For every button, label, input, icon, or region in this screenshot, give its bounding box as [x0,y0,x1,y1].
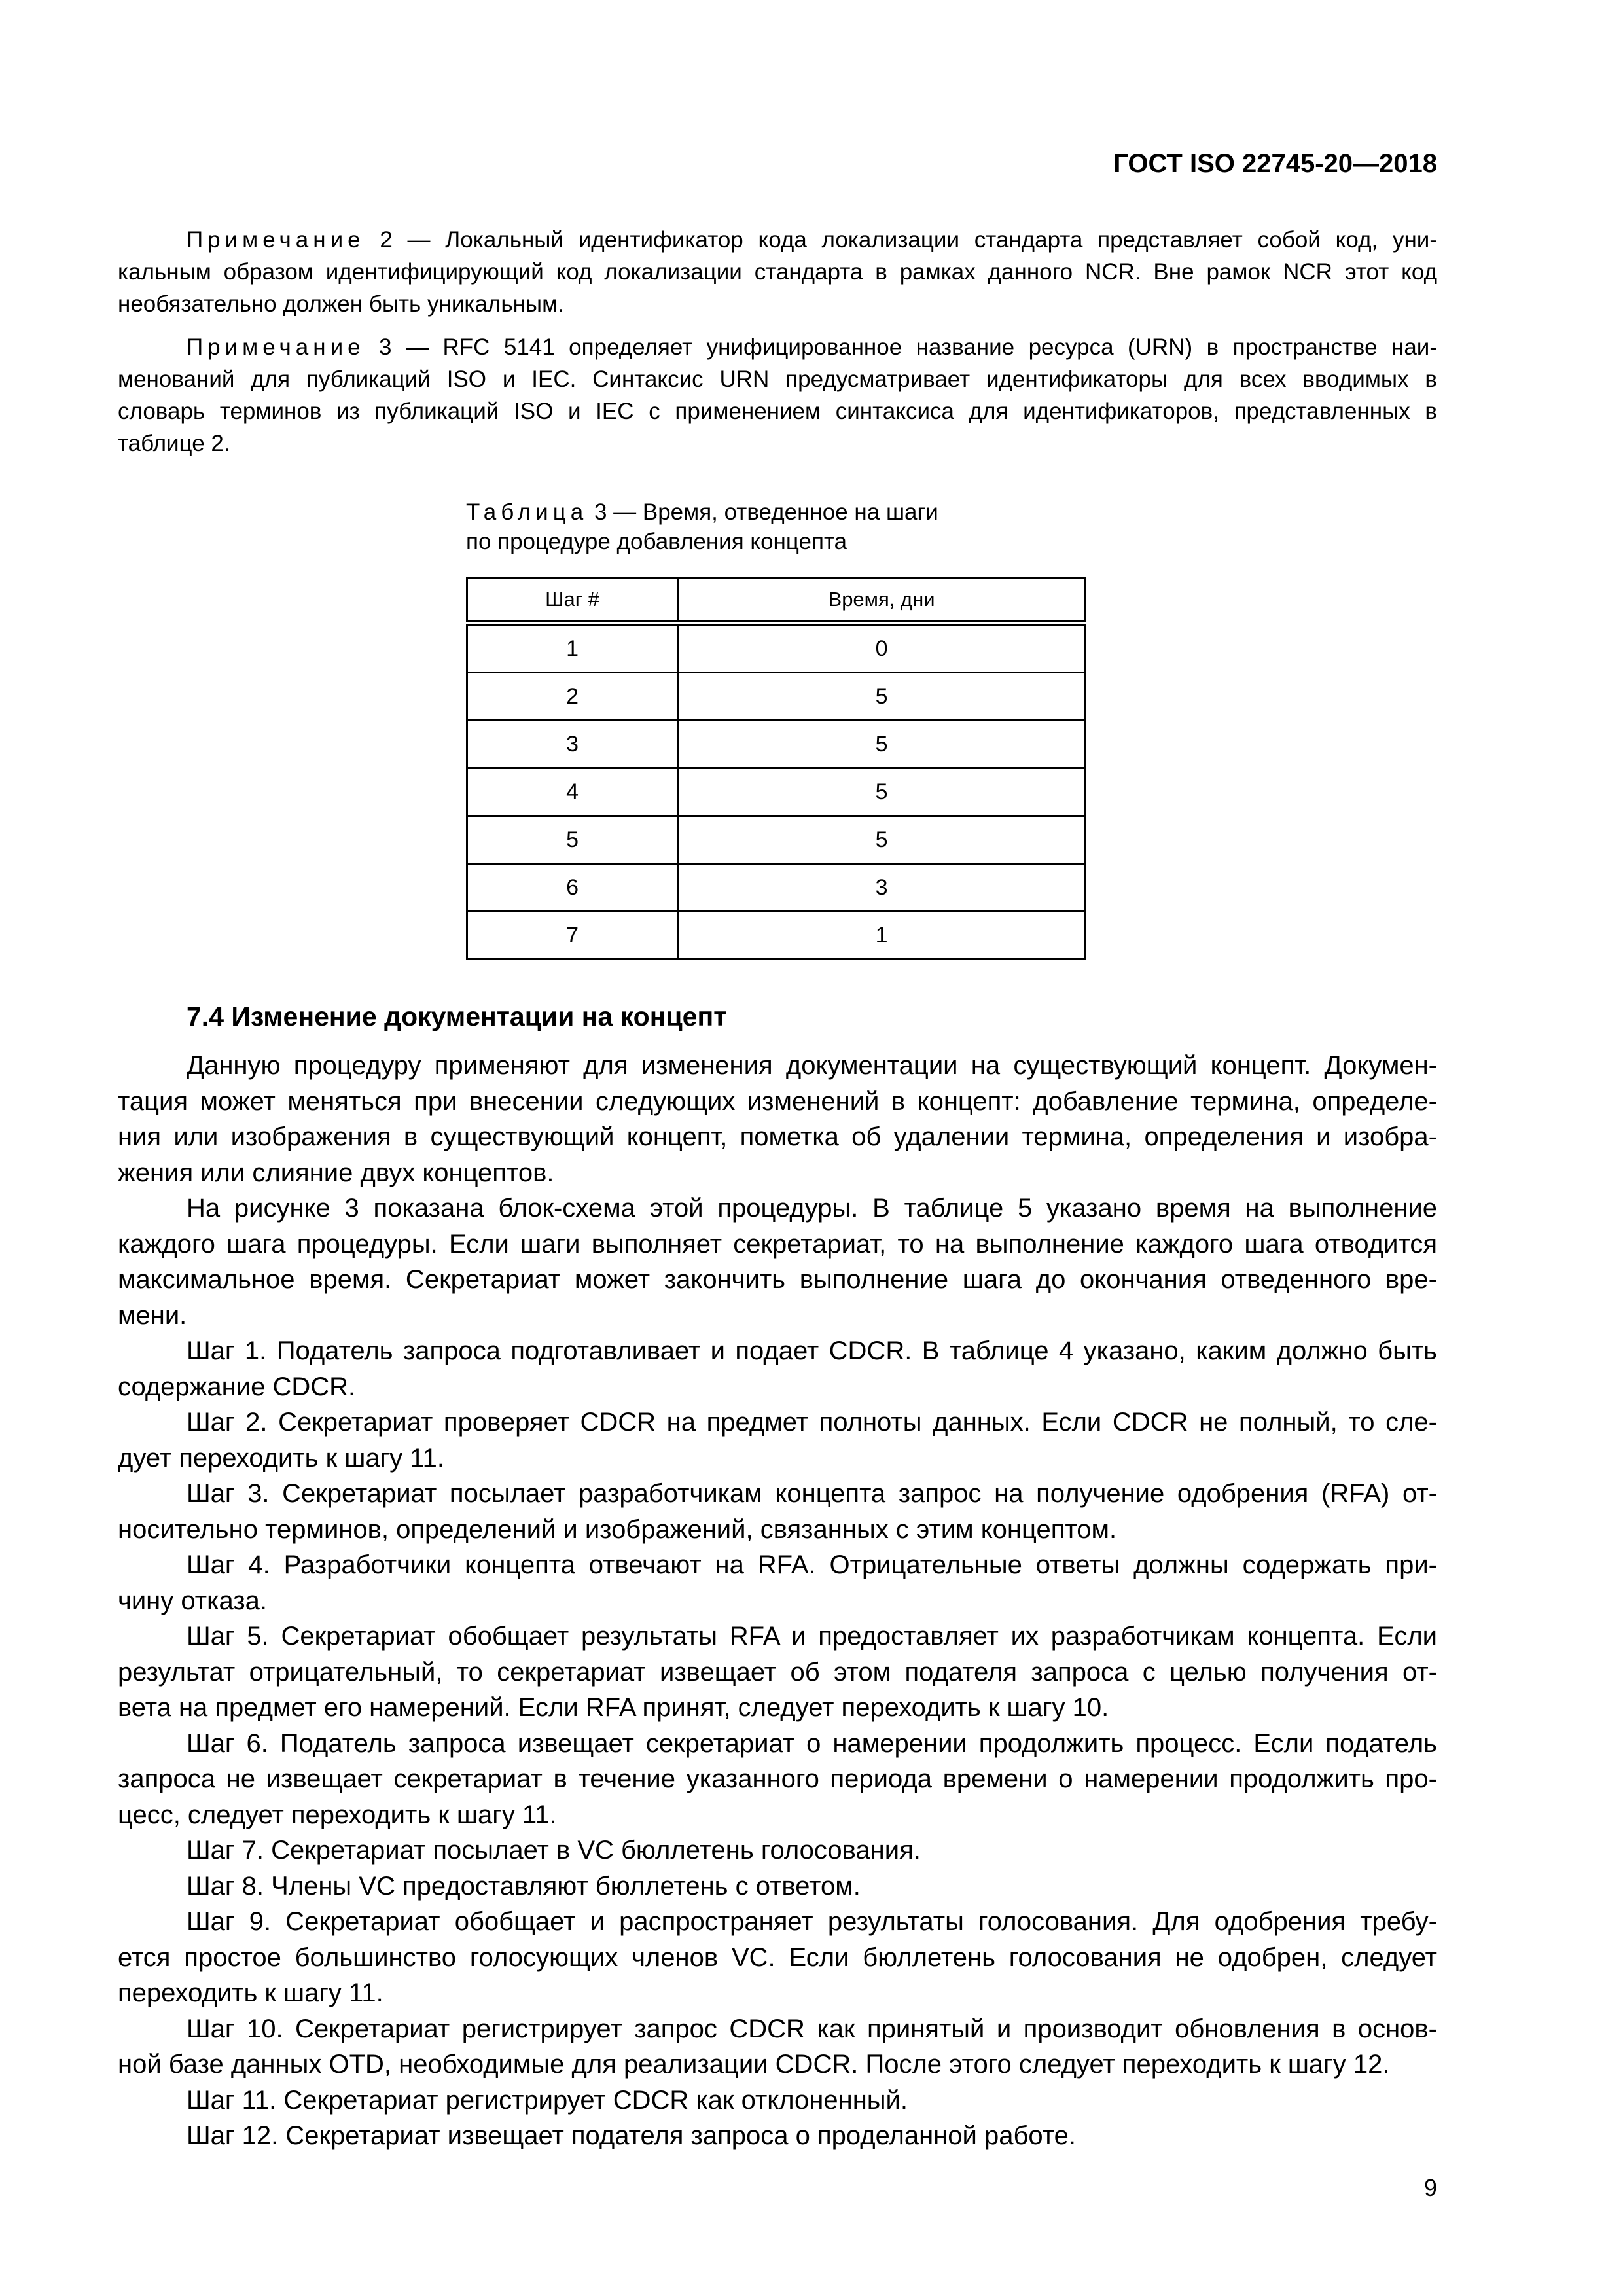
note-3 [118,331,1437,459]
paragraph [118,1869,1437,1905]
table-row [467,673,1086,721]
paragraph-line: жения или слияние двух концептов. [118,1158,554,1187]
table-caption-title: 3 — Время, отведенное на шаги [588,499,938,525]
paragraph-line: тация может меняться при внесении следующих изменений в концепт: добавление термина, определе- [118,1086,1437,1116]
note-line: словарь терминов из публикаций ISO и IEC с применением синтаксиса для идентификаторов, представленных в [118,399,1437,424]
note-text: 3 — RFC 5141 определяет унифицированное название ресурса (URN) в пространстве наи- [365,334,1437,360]
paragraph-line: содержание CDCR. [118,1372,356,1401]
time-days-cell: 0 [678,623,1086,673]
step-number-cell: 4 [467,768,678,816]
note-line [118,224,1437,256]
note-line: менований для публикаций ISO и IEC. Синтаксис URN предусматривает идентификаторы для всех вводимых в [118,367,1437,392]
paragraph [118,1619,1437,1726]
paragraph-line: ется простое большинство голосующих членов VC. Если бюллетень голосования не одобрен, следует [118,1943,1437,1972]
note-label: Примечание [187,227,365,253]
column-header-step: Шаг # [467,579,678,623]
paragraph [118,1726,1437,1833]
step-number-cell: 7 [467,912,678,960]
paragraph-line: вета на предмет его намерений. Если RFA принят, следует переходить к шагу 10. [118,1693,1109,1722]
time-days-cell: 3 [678,864,1086,912]
step-number-cell: 6 [467,864,678,912]
time-days-cell: 1 [678,912,1086,960]
paragraph-line: ния или изображения в существующий концепт, пометка об удалении термина, определения и изобра- [118,1122,1437,1151]
note-label: Примечание [187,334,365,360]
table-row [467,864,1086,912]
paragraph [118,2118,1437,2154]
paragraph-line: Шаг 2. Секретариат проверяет CDCR на предмет полноты данных. Если CDCR не полный, то сле- [187,1408,1437,1437]
table-row [467,912,1086,960]
paragraph [118,1547,1437,1619]
note-text: 2 — Локальный идентификатор кода локализации стандарта представляет собой код, уни- [365,227,1437,253]
paragraph-line: Шаг 8. Члены VC предоставляют бюллетень с ответом. [187,1871,861,1901]
paragraph-line: максимальное время. Секретариат может закончить выполнение шага до окончания отведенного вре- [118,1265,1437,1294]
table-row [467,816,1086,864]
time-days-cell: 5 [678,721,1086,768]
time-days-cell: 5 [678,816,1086,864]
paragraph [118,1476,1437,1547]
time-days-cell: 5 [678,768,1086,816]
paragraph-line: цесс, следует переходить к шагу 11. [118,1800,557,1829]
paragraph [118,1333,1437,1405]
column-header-time: Время, дни [678,579,1086,623]
paragraph [118,1904,1437,2011]
table-caption-line-1 [466,497,938,527]
step-number-cell: 3 [467,721,678,768]
paragraph-line: На рисунке 3 показана блок-схема этой процедуры. В таблице 5 указано время на выполнение [187,1194,1437,1223]
paragraph-line: чину отказа. [118,1586,267,1615]
paragraph-line: запроса не извещает секретариат в течение указанного периода времени о намерении продолжить про- [118,1765,1437,1793]
step-number-cell: 1 [467,623,678,673]
table-row [467,721,1086,768]
note-line: таблице 2. [118,431,230,456]
section-body [118,1048,1437,2154]
step-number-cell: 2 [467,673,678,721]
paragraph [118,1191,1437,1333]
paragraph [118,2083,1437,2119]
section-heading: 7.4 Изменение документации на концепт [187,1001,727,1031]
table-caption-line-2: по процедуре добавления концепта [466,529,847,554]
paragraph-line: носительно терминов, определений и изображений, связанных с этим концептом. [118,1515,1117,1544]
step-number-cell: 5 [467,816,678,864]
paragraph-line: Данную процедуру применяют для изменения документации на существующий концепт. Докумен- [187,1051,1437,1080]
steps-time-table [466,577,1086,960]
table-header-row [467,579,1086,623]
paragraph [118,1048,1437,1191]
paragraph-line: Шаг 12. Секретариат извещает подателя запроса о проделанной работе. [187,2121,1076,2150]
document-header-id: ГОСТ ISO 22745-20—2018 [1113,149,1437,178]
page-number: 9 [1423,2174,1437,2201]
table-row [467,623,1086,673]
paragraph-line: дует переходить к шагу 11. [118,1443,444,1473]
paragraph-line: каждого шага процедуры. Если шаги выполняет секретариат, то на выполнение каждого шага отводится [118,1229,1437,1259]
note-line [118,331,1437,363]
paragraph-line: Шаг 7. Секретариат посылает в VC бюллетень голосования. [187,1836,921,1865]
paragraph-line: ной базе данных OTD, необходимые для реализации CDCR. После этого следует переходить к шагу 12. [118,2050,1390,2079]
paragraph-line: Шаг 5. Секретариат обобщает результаты RFA и предоставляет их разработчикам концепта. Если [187,1622,1437,1651]
paragraph-line: Шаг 10. Секретариат регистрирует запрос CDCR как принятый и производит обновления в основ- [187,2014,1437,2043]
paragraph-line: переходить к шагу 11. [118,1979,383,2007]
note-2 [118,224,1437,320]
paragraph-line: мени. [118,1300,187,1330]
paragraph-line: Шаг 1. Податель запроса подготавливает и подает CDCR. В таблице 4 указано, каким должно быть [187,1336,1437,1365]
time-days-cell: 5 [678,673,1086,721]
paragraph [118,2011,1437,2083]
paragraph [118,1405,1437,1476]
table-caption-label: Таблица [466,499,588,525]
note-line: кальным образом идентифицирующий код локализации стандарта в рамках данного NCR. Вне рамок NCR этот код [118,259,1437,285]
paragraph-line: результат отрицательный, то секретариат извещает об этом подателя запроса с целью получения от- [118,1657,1437,1687]
table-caption [466,497,938,556]
paragraph [118,1833,1437,1869]
paragraph-line: Шаг 3. Секретариат посылает разработчикам концепта запрос на получение одобрения (RFA) от- [187,1479,1437,1508]
table-row [467,768,1086,816]
paragraph-line: Шаг 6. Податель запроса извещает секретариат о намерении продолжить процесс. Если податель [187,1729,1437,1758]
paragraph-line: Шаг 11. Секретариат регистрирует CDCR как отклоненный. [187,2085,908,2115]
paragraph-line: Шаг 9. Секретариат обобщает и распространяет результаты голосования. Для одобрения требу- [187,1907,1437,1936]
note-line: необязательно должен быть уникальным. [118,291,564,317]
paragraph-line: Шаг 4. Разработчики концепта отвечают на RFA. Отрицательные ответы должны содержать при- [187,1551,1437,1579]
